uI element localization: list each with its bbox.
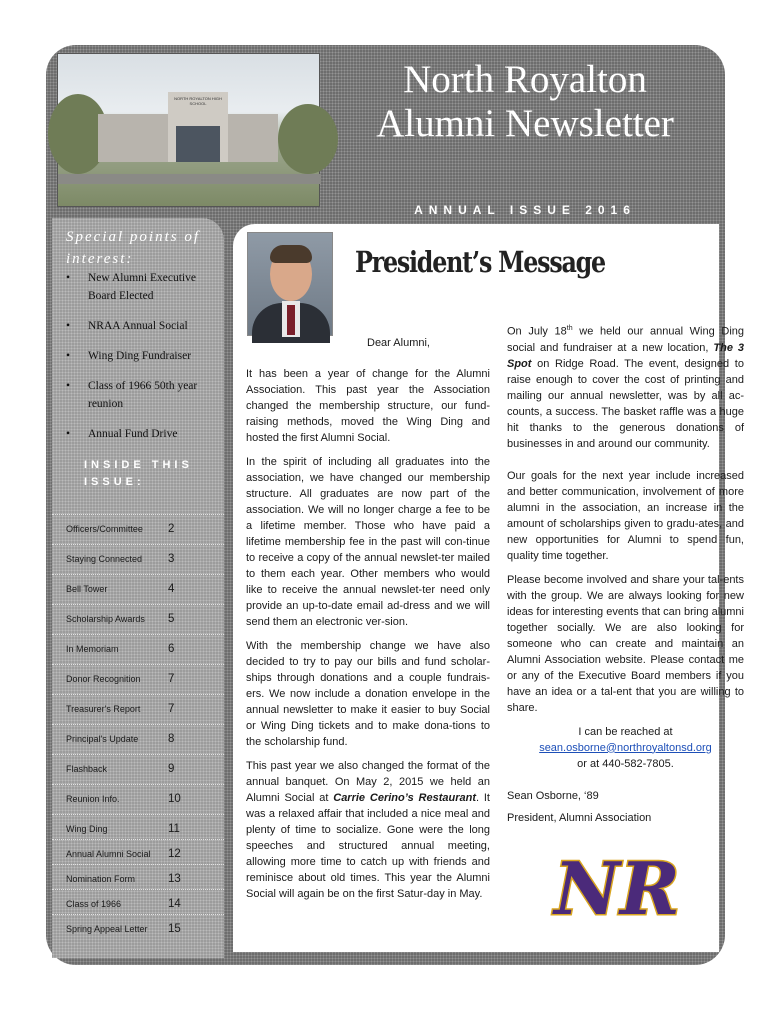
title-line-1: North Royalton: [403, 58, 647, 101]
toc-row: [52, 634, 224, 664]
newsletter-title: [330, 58, 720, 146]
paragraph: This past year we also changed the format of the annual banquet. On May 2, 2015 we held an Alumni Social at Carrie Cerino’s Restaurant. It was a relaxed affair that included a nice meal and plenty of time to socialize. Gone were the long speeches and structured annual meeting, allowing more time to catch up with friends and reminisce about old times. This year the Alumni Social will again be on the first Satur-day in May.: [246, 760, 490, 900]
paragraph: In the spirit of including all graduates into the association, we have changed our membership structure. All graduates are now part of the association. We will no longer charge a fee to be a lifetime member. Those who have paid a lifetime membership fee in the past will con-tinue to receive a copy of the annual newslet-ter mailed to them each year. Other members who would like to receive the annual newslet-ter need only provide an up-to-date email ad-dress and we will send them an electronic ver-sion.: [246, 456, 490, 628]
toc-label: Officers/Committee: [66, 524, 143, 534]
special-point: • Annual Fund Drive: [66, 425, 216, 443]
special-points-title: Special points of interest:: [66, 229, 200, 267]
paragraph: With the membership change we have also decided to try to pay our bills and fund scholar-ships through donations and a couple fundrais-ers. We now include a donation envelope in the annual newsletter to make it easier to buy Social or Wing Ding tickets and to make dona-tions to the scholarship fund.: [246, 640, 490, 748]
toc-row: [52, 544, 224, 574]
toc-row: [52, 514, 224, 544]
toc-label: Treasurer's Report: [66, 704, 141, 714]
toc-row: [52, 694, 224, 724]
toc-label: Flashback: [66, 764, 108, 774]
signature: [507, 785, 651, 829]
toc-row: [52, 784, 224, 814]
toc-label: Annual Alumni Social: [66, 849, 151, 859]
title-line-2: Alumni Newsletter: [376, 102, 674, 145]
signature-title: President, Alumni Association: [507, 812, 652, 824]
toc-page: 7: [168, 673, 175, 685]
toc-label: Class of 1966: [66, 899, 122, 909]
special-point: • Class of 1966 50th year reunion: [66, 377, 216, 413]
toc-label: Principal's Update: [66, 734, 139, 744]
toc-label: In Memoriam: [66, 644, 119, 654]
logo-text: NR: [554, 846, 680, 931]
toc-label: Bell Tower: [66, 584, 108, 594]
special-point: • New Alumni Executive Board Elected: [66, 269, 216, 305]
nr-logo: [554, 838, 680, 934]
special-point: • Wing Ding Fundraiser: [66, 347, 216, 365]
president-portrait: [247, 232, 333, 336]
toc-label: Nomination Form: [66, 874, 136, 884]
contact-line: I can be reached at: [578, 725, 673, 738]
signature-name: Sean Osborne, ‘89: [507, 790, 599, 802]
venue-name: Carrie Cerino’s Restaurant: [333, 792, 476, 804]
toc-page: 12: [168, 848, 181, 860]
inside-this-issue-title: INSIDE THIS ISSUE:: [84, 459, 193, 488]
contact-phone: or at 440-582-7805.: [577, 757, 674, 770]
article-column-2: [507, 321, 744, 772]
toc-page: 8: [168, 733, 175, 745]
toc-label: Reunion Info.: [66, 794, 120, 804]
toc-page: 11: [168, 823, 180, 835]
toc-row: [52, 754, 224, 784]
issue-label: ANNUAL ISSUE 2016: [414, 203, 636, 217]
email-link[interactable]: sean.osborne@northroyaltonsd.org: [539, 741, 712, 754]
article-column-1: [246, 366, 490, 910]
toc-label: Wing Ding: [66, 824, 108, 834]
school-building-photo: [57, 53, 320, 207]
toc-label: Donor Recognition: [66, 674, 141, 684]
toc-row: [52, 864, 224, 889]
paragraph: Please become involved and share your tal-ents with the group. We are always looking for new ideas for interesting events that can bring alumni together socially. We are also looking for someone who can create and maintain an Alumni Association website. Please contact me or any of the Executive Board members if you have an idea or a tal-ent that you are willing to share.: [507, 573, 744, 714]
toc-row: [52, 914, 224, 939]
toc-label: Spring Appeal Letter: [66, 924, 148, 934]
toc-page: 6: [168, 643, 175, 655]
photo-sign-text: NORTH ROYALTON HIGH SCHOOL: [174, 96, 222, 106]
toc-page: 9: [168, 763, 175, 775]
paragraph: Our goals for the next year include increased and better communication, involvement of more alumni in the association, an increase in the amount of scholarships given to gradu-ates, and new opportunities for Alumni to spend fun, quality time together.: [507, 469, 744, 562]
toc-row: [52, 724, 224, 754]
toc-row: [52, 839, 224, 864]
toc-page: 5: [168, 613, 175, 625]
toc-label: Scholarship Awards: [66, 614, 145, 624]
special-point: • NRAA Annual Social: [66, 317, 216, 335]
toc-page: 7: [168, 703, 175, 715]
salutation: Dear Alumni,: [367, 337, 430, 349]
toc-row: [52, 604, 224, 634]
toc-page: 2: [168, 523, 175, 535]
paragraph: It has been a year of change for the Alumni Association. This past year the Association changed the membership structure, our fund-raising methods, moved the Wing Ding and hosted the first Alumni Social.: [246, 368, 490, 444]
venue-name: The 3 Spot: [507, 341, 744, 370]
toc-row: [52, 814, 224, 839]
toc-page: 13: [168, 873, 181, 885]
toc-label: Staying Connected: [66, 554, 143, 564]
article-title: President’s Message: [355, 245, 605, 279]
toc-page: 3: [168, 553, 175, 565]
toc-page: 10: [168, 793, 181, 805]
toc-row: [52, 889, 224, 914]
table-of-contents: [52, 514, 224, 939]
paragraph: On July 18th we held our annual Wing Ding social and fundraiser at a new location, The 3 Spot on Ridge Road. The event, designed to raise enough to cover the cost of printing and mailing our annual newsletter, was by all ac-counts, a success. The basket raffle was a huge hit thanks to the generous donations of businesses in and around our community.: [507, 325, 744, 450]
special-points-list: [66, 269, 216, 455]
toc-row: [52, 664, 224, 694]
toc-page: 14: [168, 898, 181, 910]
toc-row: [52, 574, 224, 604]
toc-page: 15: [168, 923, 181, 935]
toc-page: 4: [168, 583, 175, 595]
